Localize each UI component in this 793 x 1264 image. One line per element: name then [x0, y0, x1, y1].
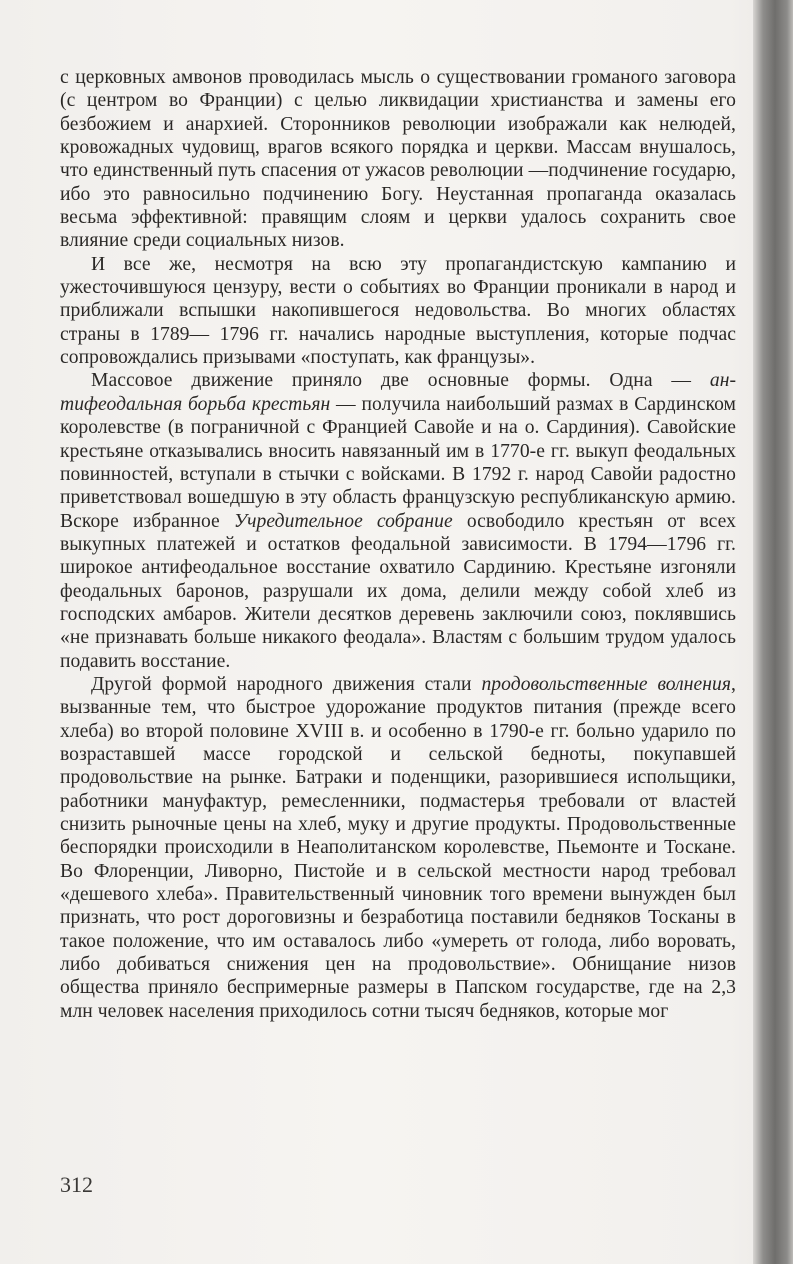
italic-term: продовольственные волнения — [481, 673, 732, 695]
book-spine-shadow — [753, 0, 793, 1264]
text-run: с церковных амвонов проводилась мысль о существовании громаного заговора (с центром во Франции) с целью ликвидации христианства и замены его безбожием и анархией. Сторонников революции изображали как нелюдей, кровожадных чудовищ, врагов всякого порядка и церкви. Массам внушалось, что единственный путь спасения от ужасов революции —подчинение государю, ибо это равносильно подчинению Богу. Неустанная пропаганда оказалась весьма эффективной: правящим слоям и церкви удалось сохранить свое влияние среди социальных низов. — [60, 67, 736, 252]
text-run: — получила наибольший размах в Сардинском королевстве (в пограничной с Францией Савойе и на о. Сардиния). Савойские крестьяне отказывались вносить навязанный им в 1770-е гг. выкуп феодальных повинностей, вступали в стычки с войсками. В 1792 г. народ Савойи радостно приветствовал вошедшую в эту область французскую республиканскую армию. Вскоре избранное — [60, 393, 737, 532]
body-text — [60, 66, 736, 1023]
paragraph — [60, 673, 736, 1023]
paragraph — [60, 369, 736, 672]
text-run: , вызванные тем, что быстрое удорожание продуктов питания (прежде всего хлеба) во второй половине XVIII в. и особенно в 1790-е гг. больно ударило по возраставшей массе городской и сельской бедноты, покупавшей продовольствие на рынке. Батраки и поденщики, разорившиеся испольщики, работники мануфактур, ремесленники, подмастерья требовали от властей снизить рыночные цены на хлеб, муку и другие продукты. Продовольственные беспорядки происходили в Неаполитанском королевстве, Пьемонте и Тоскане. Во Флоренции, Ливорно, Пистойе и в сельской местности народ требовал «дешевого хлеба». Правительственный чиновник того времени вынужден был признать, что рост дороговизны и безработица поставили бедняков Тосканы в такое положение, что им оставалось либо «умереть от голода, либо воровать, либо добиваться снижения цен на продовольствие». Обнищание низов общества приняло беспримерные размеры в Папском государстве, где на 2,3 млн человек населения приходилось сотни тысяч бедняков, которые мог — [60, 673, 736, 1022]
text-run: Массовое движение приняло две основные формы. Одна — — [91, 370, 710, 392]
paragraph — [60, 66, 736, 253]
italic-term: антифеодальная борьба крестьян — [60, 370, 736, 415]
page-number: 312 — [60, 1172, 93, 1197]
text-run: Другой формой народного движения стали — [91, 673, 482, 695]
italic-term: Учредительное собрание — [233, 510, 453, 532]
paragraph — [60, 253, 736, 370]
text-run: И все же, несмотря на всю эту пропагандистскую кампанию и ужесточившуюся цензуру, вести о событиях во Франции проникали в народ и приближали вспышки накопившегося недовольства. Во многих областях страны в 1789— 1796 гг. начались народные выступления, которые подчас сопровождались призывами «поступать, как французы». — [60, 253, 736, 369]
text-run: освободило крестьян от всех выкупных платежей и остатков феодальной зависимости. В 1794—1796 гг. широкое антифеодальное восстание охватило Сардинию. Крестьяне изгоняли феодальных баронов, разрушали их дома, делили между собой хлеб из господских амбаров. Жители десятков деревень заключили союз, поклявшись «не признавать больше никакого феодала». Властям с большим трудом удалось подавить восстание. — [60, 510, 737, 672]
